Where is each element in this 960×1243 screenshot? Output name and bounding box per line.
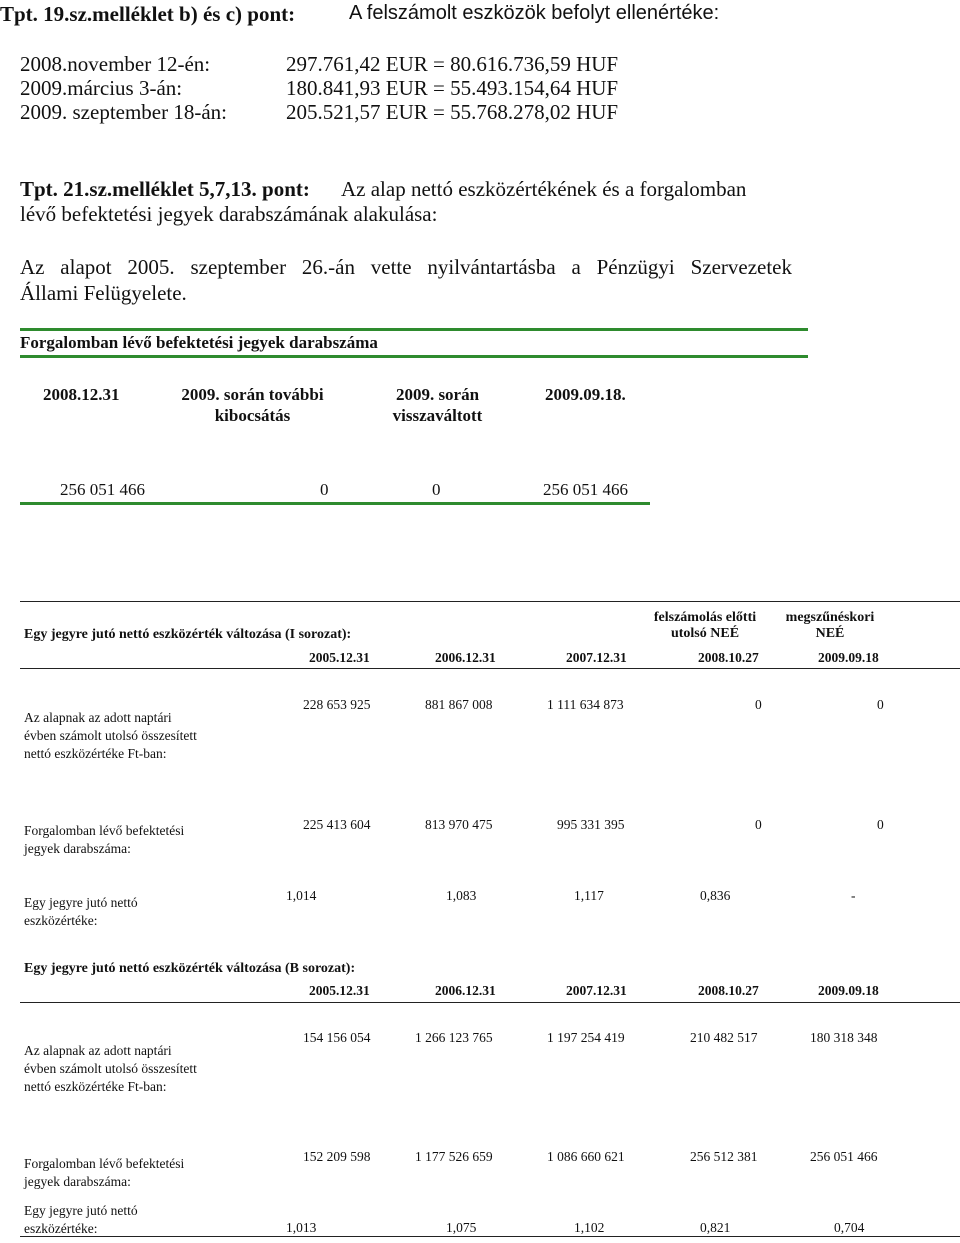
series-i-date: 2008.10.27 <box>698 650 759 665</box>
series-i-pershare-value: - <box>851 888 856 903</box>
units-value-2009: 256 051 466 <box>543 480 628 499</box>
section2-paragraph-line2: Állami Felügyelete. <box>20 281 187 305</box>
series-b-units-value: 256 051 466 <box>810 1149 878 1164</box>
series-b-bottom-rule <box>20 1236 960 1237</box>
series-i-units-label-line1: Forgalomban lévő befektetési <box>24 823 185 838</box>
series-b-units-value: 1 086 660 621 <box>547 1149 625 1164</box>
series-b-pershare-value: 0,821 <box>700 1220 731 1235</box>
series-i-dates-rule <box>20 668 960 669</box>
series-b-nav-value: 154 156 054 <box>303 1030 371 1045</box>
section1-title: A felszámolt eszközök befolyt ellenértéke: <box>349 2 720 24</box>
series-i-heading: Egy jegyre jutó nettó eszközérték változása (I sorozat): <box>24 627 352 642</box>
series-i-nav-value: 0 <box>877 697 884 712</box>
series-b-units-label-line1: Forgalomban lévő befektetési <box>24 1156 185 1171</box>
units-value-2008: 256 051 466 <box>60 480 145 499</box>
section2-reference: Tpt. 21.sz.melléklet 5,7,13. pont: <box>20 177 310 201</box>
series-b-date: 2006.12.31 <box>435 983 496 998</box>
series-b-dates-rule <box>20 1002 960 1003</box>
series-b-pershare-label-line1: Egy jegyre jutó nettó <box>24 1203 138 1218</box>
series-i-pershare-value: 1,014 <box>286 888 317 903</box>
series-b-pershare-value: 1,075 <box>446 1220 477 1235</box>
series-i-nav-value: 228 653 925 <box>303 697 371 712</box>
series-i-note2-line1: megszűnéskori <box>785 610 875 625</box>
series-i-nav-value: 1 111 634 873 <box>547 697 624 712</box>
series-i-nav-value: 0 <box>755 697 762 712</box>
series-i-date: 2007.12.31 <box>566 650 627 665</box>
series-i-nav-label-line2: évben számolt utolsó összesített <box>24 728 197 743</box>
units-heading: Forgalomban lévő befektetési jegyek darabszáma <box>20 333 378 352</box>
series-i-top-rule <box>20 601 960 602</box>
section2-title-line1: Az alap nettó eszközértékének és a forgalomban <box>341 177 747 201</box>
series-b-units-value: 1 177 526 659 <box>415 1149 493 1164</box>
heading-rule-bottom <box>20 355 808 358</box>
series-b-units-value: 152 209 598 <box>303 1149 371 1164</box>
units-col-issued-line1: 2009. során további <box>181 385 324 404</box>
series-i-nav-label-line3: nettó eszközértéke Ft-ban: <box>24 746 167 761</box>
series-i-date: 2005.12.31 <box>309 650 370 665</box>
units-col-issued-line2: kibocsátás <box>214 406 291 425</box>
section1-reference: Tpt. 19.sz.melléklet b) és c) pont: <box>0 2 296 26</box>
series-b-date: 2008.10.27 <box>698 983 759 998</box>
rate-date-2: 2009.március 3-án: <box>20 76 183 100</box>
units-col-redeemed-line2: visszaváltott <box>392 406 483 425</box>
series-b-nav-label-line2: évben számolt utolsó összesített <box>24 1061 197 1076</box>
series-i-units-value: 813 970 475 <box>425 817 493 832</box>
series-b-nav-value: 210 482 517 <box>690 1030 758 1045</box>
series-b-pershare-value: 1,013 <box>286 1220 317 1235</box>
series-b-heading: Egy jegyre jutó nettó eszközérték változása (B sorozat): <box>24 961 356 976</box>
rate-date-1: 2008.november 12-én: <box>20 52 211 76</box>
rate-value-3: 205.521,57 EUR = 55.768.278,02 HUF <box>286 100 619 124</box>
section2-paragraph-line1: Az alapot 2005. szeptember 26.-án vette nyilvántartásba a Pénzügyi Szervezetek <box>20 255 792 279</box>
series-b-units-value: 256 512 381 <box>690 1149 758 1164</box>
series-i-units-value: 0 <box>755 817 762 832</box>
series-b-date: 2005.12.31 <box>309 983 370 998</box>
rate-date-3: 2009. szeptember 18-án: <box>20 100 228 124</box>
series-i-date: 2006.12.31 <box>435 650 496 665</box>
units-value-issued: 0 <box>320 480 329 499</box>
units-col-redeemed-line1: 2009. során <box>395 385 480 404</box>
series-i-nav-value: 881 867 008 <box>425 697 493 712</box>
series-b-date: 2009.09.18 <box>818 983 879 998</box>
units-values-rule <box>20 502 650 505</box>
series-i-note1-line1: felszámolás előtti <box>653 610 757 625</box>
series-i-pershare-label-line2: eszközértéke: <box>24 913 98 928</box>
section2-title-line2: lévő befektetési jegyek darabszámának alakulása: <box>20 202 438 226</box>
series-b-nav-label-line3: nettó eszközértéke Ft-ban: <box>24 1079 167 1094</box>
series-b-units-label-line2: jegyek darabszáma: <box>24 1174 131 1189</box>
series-i-date: 2009.09.18 <box>818 650 879 665</box>
series-i-pershare-value: 0,836 <box>700 888 731 903</box>
units-value-redeemed: 0 <box>432 480 441 499</box>
series-i-note2-line2: NEÉ <box>815 626 845 641</box>
series-i-units-value: 225 413 604 <box>303 817 371 832</box>
series-b-nav-value: 180 318 348 <box>810 1030 878 1045</box>
series-i-pershare-label-line1: Egy jegyre jutó nettó <box>24 895 138 910</box>
series-b-nav-value: 1 266 123 765 <box>415 1030 493 1045</box>
units-col-2009: 2009.09.18. <box>545 385 626 404</box>
heading-rule-top <box>20 328 808 331</box>
series-i-units-label-line2: jegyek darabszáma: <box>24 841 131 856</box>
series-b-pershare-value: 0,704 <box>834 1220 865 1235</box>
units-col-2008: 2008.12.31 <box>43 385 120 404</box>
rate-value-1: 297.761,42 EUR = 80.616.736,59 HUF <box>286 52 619 76</box>
series-i-units-value: 0 <box>877 817 884 832</box>
series-i-nav-label-line1: Az alapnak az adott naptári <box>24 710 172 725</box>
series-b-nav-label-line1: Az alapnak az adott naptári <box>24 1043 172 1058</box>
series-i-units-value: 995 331 395 <box>557 817 625 832</box>
series-b-date: 2007.12.31 <box>566 983 627 998</box>
series-i-pershare-value: 1,083 <box>446 888 477 903</box>
series-b-pershare-label-line2: eszközértéke: <box>24 1221 98 1236</box>
series-b-pershare-value: 1,102 <box>574 1220 605 1235</box>
series-i-pershare-value: 1,117 <box>574 888 604 903</box>
rate-value-2: 180.841,93 EUR = 55.493.154,64 HUF <box>286 76 619 100</box>
series-b-nav-value: 1 197 254 419 <box>547 1030 625 1045</box>
series-i-note1-line2: utolsó NEÉ <box>670 626 740 641</box>
